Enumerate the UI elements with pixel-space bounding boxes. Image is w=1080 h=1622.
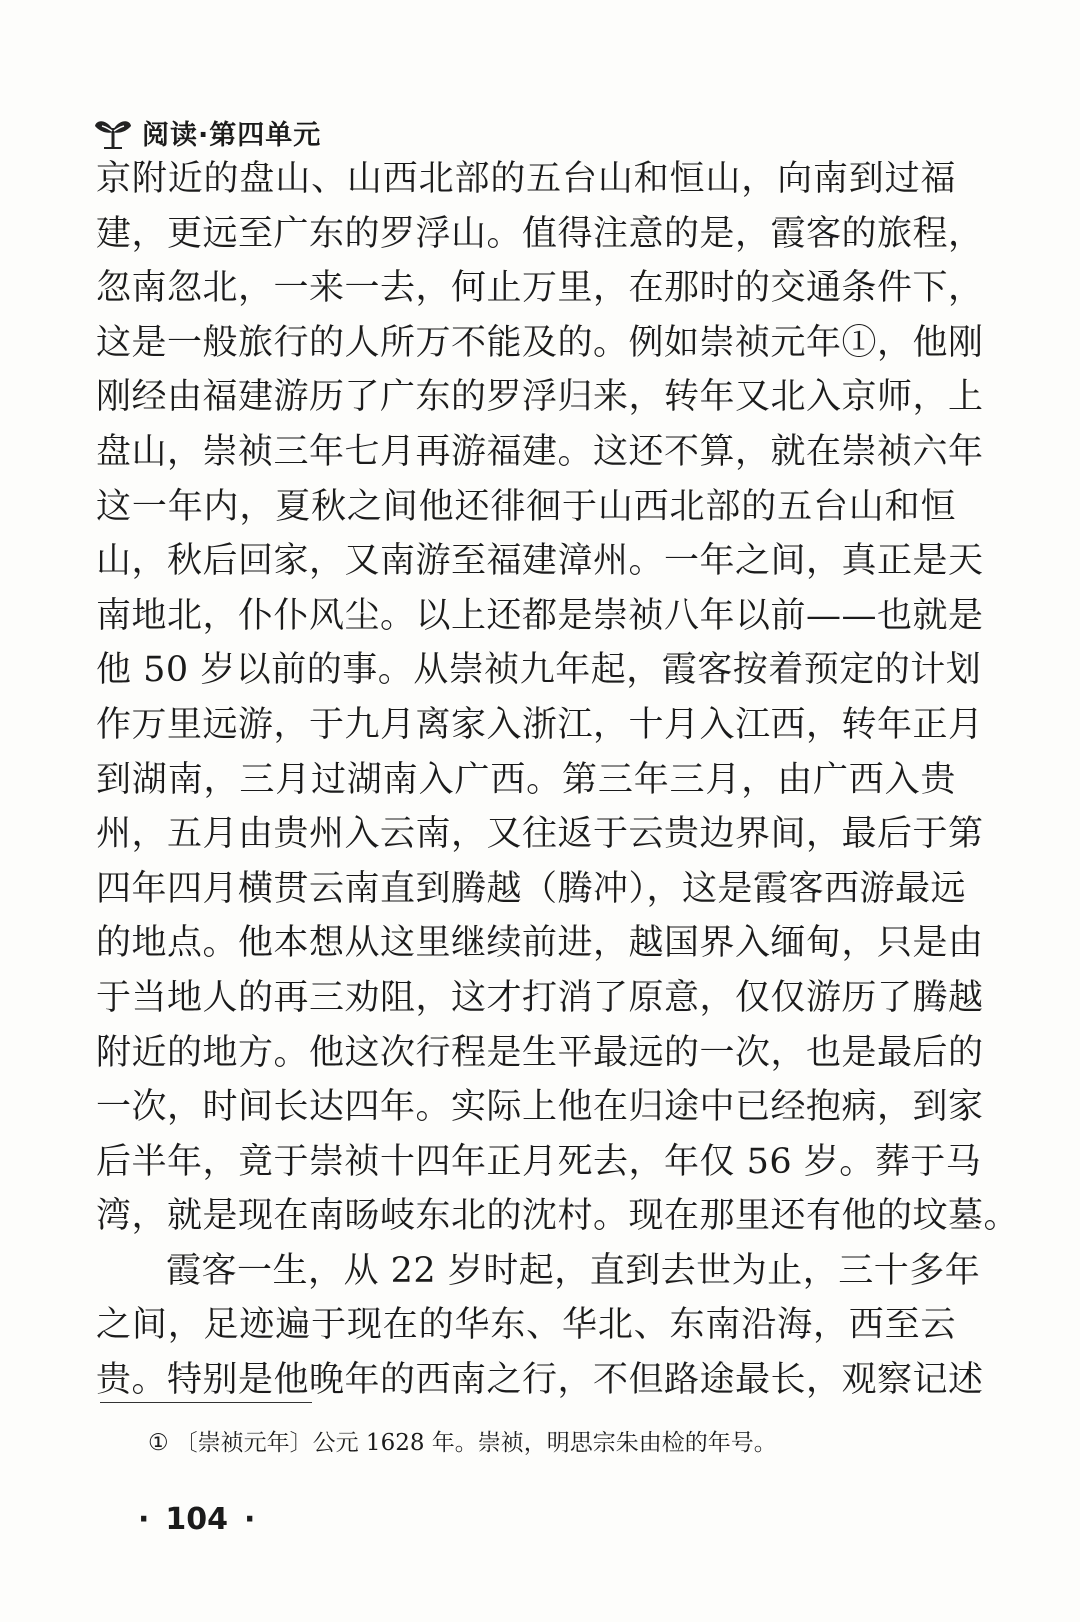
section-title: 阅读·第四单元 bbox=[142, 119, 322, 151]
text-line: 州，五月由贵州入云南，又往返于云贵边界间，最后于第 bbox=[96, 814, 984, 855]
footnote-marker: ① bbox=[148, 1430, 169, 1456]
text-line: 南地北，仆仆风尘。以上还都是崇祯八年以前——也就是 bbox=[96, 595, 984, 636]
text-line: 到湖南，三月过湖南入广西。第三年三月，由广西入贵 bbox=[96, 759, 956, 800]
text-line: 这是一般旅行的人所万不能及的。例如崇祯元年①，他刚 bbox=[96, 322, 984, 363]
text-line: 作万里远游，于九月离家入浙江，十月入江西，转年正月 bbox=[96, 704, 984, 745]
text-line: 京附近的盘山、山西北部的五台山和恒山，向南到过福 bbox=[96, 159, 956, 199]
text-line: 刚经由福建游历了广东的罗浮归来，转年又北入京师，上 bbox=[96, 377, 984, 418]
page-number-value: 104 bbox=[165, 1502, 229, 1537]
text-line: 四年四月横贯云南直到腾越（腾冲），这是霞客西游最远 bbox=[96, 868, 967, 909]
footnote bbox=[148, 1428, 777, 1458]
page-number bbox=[122, 1502, 271, 1537]
text-line: 之间，足迹遍于现在的华东、华北、东南沿海，西至云 bbox=[96, 1305, 956, 1346]
page-number-dot-left: · bbox=[138, 1502, 150, 1537]
sprout-logo-icon bbox=[92, 112, 134, 152]
footnote-divider bbox=[100, 1402, 312, 1403]
text-line: 贵。特别是他晚年的西南之行，不但路途最长，观察记述 bbox=[96, 1360, 984, 1401]
running-header bbox=[92, 110, 321, 154]
text-line: 忽南忽北，一来一去，何止万里，在那时的交通条件下， bbox=[96, 268, 984, 309]
text-line: 建，更远至广东的罗浮山。值得注意的是，霞客的旅程， bbox=[96, 213, 984, 254]
text-line: 山，秋后回家，又南游至福建漳州。一年之间，真正是天 bbox=[96, 541, 984, 582]
paragraph-first-line: 霞客一生，从 22 岁时起，直到去世为止，三十多年 bbox=[166, 1250, 981, 1291]
text-line: 附近的地方。他这次行程是生平最远的一次，也是最后的 bbox=[96, 1032, 984, 1073]
footnote-text: 〔崇祯元年〕公元 1628 年。崇祯，明思宗朱由检的年号。 bbox=[174, 1430, 777, 1456]
text-line: 的地点。他本想从这里继续前进，越国界入缅甸，只是由 bbox=[96, 923, 984, 964]
text-line: 一次，时间长达四年。实际上他在归途中已经抱病，到家 bbox=[96, 1087, 984, 1128]
text-line: 后半年，竟于崇祯十四年正月死去，年仅 56 岁。葬于马 bbox=[96, 1141, 982, 1182]
text-line: 于当地人的再三劝阻，这才打消了原意，仅仅游历了腾越 bbox=[96, 977, 984, 1018]
text-line: 他 50 岁以前的事。从崇祯九年起，霞客按着预定的计划 bbox=[96, 650, 982, 691]
page-number-dot-right: · bbox=[244, 1502, 256, 1537]
text-line: 湾，就是现在南旸岐东北的沈村。现在那里还有他的坟墓。 bbox=[96, 1196, 1020, 1237]
text-line: 盘山，崇祯三年七月再游福建。这还不算，就在崇祯六年 bbox=[96, 431, 984, 472]
text-line: 这一年内，夏秋之间他还徘徊于山西北部的五台山和恒 bbox=[96, 486, 956, 527]
body-text bbox=[96, 152, 1020, 1408]
